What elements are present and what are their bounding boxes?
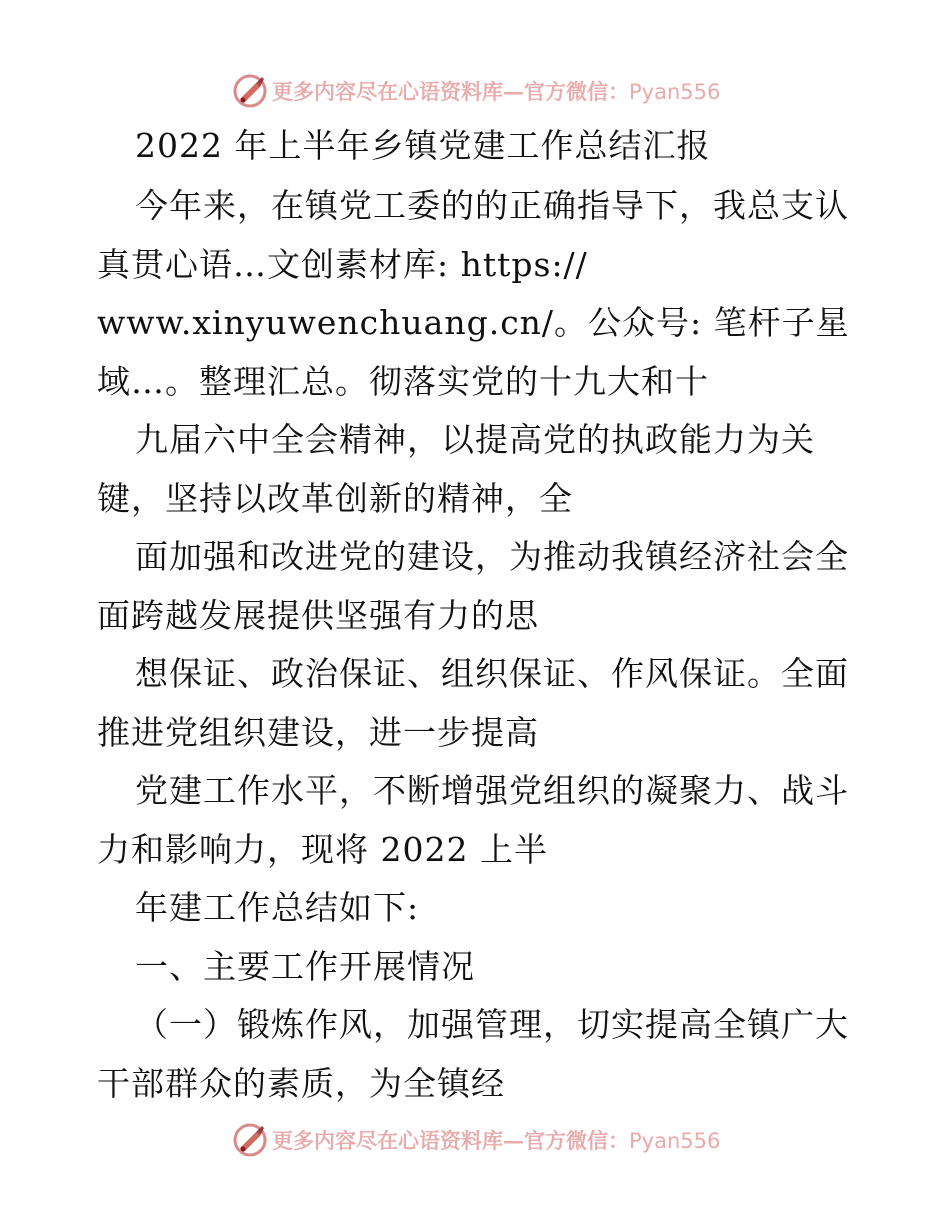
text-line: 键，坚持以改革创新的精神，全	[97, 479, 573, 518]
text-line: www.xinyuwenchuang.cn/。公众号: 笔杆子星	[97, 303, 850, 342]
document-title: 2022 年上半年乡镇党建工作总结汇报	[135, 126, 711, 165]
text-line: 面加强和改进党的建设，为推动我镇经济社会全	[135, 537, 849, 576]
text-line: 推进党组织建设，进一步提高	[97, 713, 539, 752]
watermark-label: 更多内容尽在心语资料库—官方微信：	[272, 1128, 629, 1153]
text-line: 真贯心语…文创素材库: https://	[97, 245, 588, 284]
watermark-text	[272, 1125, 720, 1155]
watermark-text	[272, 76, 720, 106]
subsection-heading: （一）锻炼作风，加强管理，切实提高全镇广大	[135, 1005, 849, 1044]
watermark-logo-icon	[232, 73, 268, 109]
text-line: 年建工作总结如下:	[135, 888, 420, 927]
watermark-id: Pyan556	[629, 80, 721, 104]
watermark-label: 更多内容尽在心语资料库—官方微信：	[272, 79, 629, 104]
text-line: 干部群众的素质，为全镇经	[97, 1064, 505, 1103]
watermark-logo-icon	[232, 1122, 268, 1158]
watermark-id: Pyan556	[629, 1129, 721, 1153]
watermark-top	[232, 72, 720, 110]
text-line: 想保证、政治保证、组织保证、作风保证。全面	[135, 654, 849, 693]
text-line: 党建工作水平，不断增强党组织的凝聚力、战斗	[135, 771, 849, 810]
watermark-bottom	[232, 1121, 720, 1159]
section-heading: 一、主要工作开展情况	[135, 947, 475, 986]
text-line: 力和影响力，现将 2022 上半	[97, 830, 548, 869]
text-line: 域…。整理汇总。彻落实党的十九大和十	[97, 362, 709, 401]
text-line: 今年来，在镇党工委的的正确指导下，我总支认	[135, 186, 849, 225]
text-line: 面跨越发展提供坚强有力的思	[97, 596, 539, 635]
text-line: 九届六中全会精神，以提高党的执政能力为关	[135, 420, 815, 459]
